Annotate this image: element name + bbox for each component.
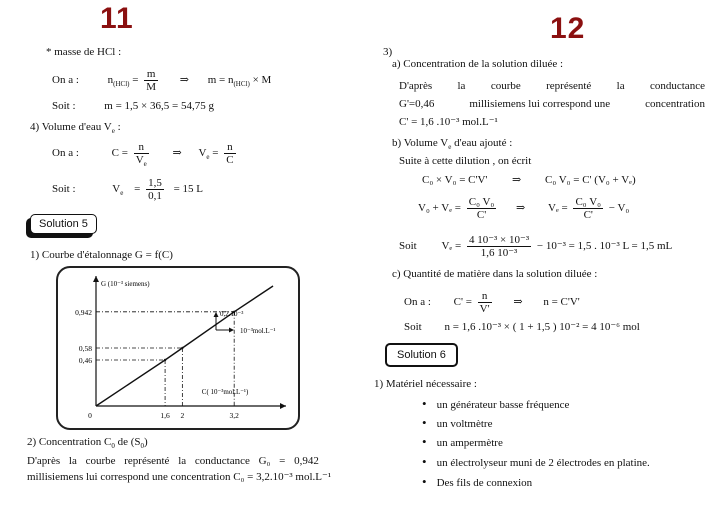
- solution-5-box: Solution 5: [30, 214, 97, 234]
- a-line-2: G'=0,46 millisiemens lui correspond une concentration: [399, 98, 705, 110]
- b-eq1-left: C₀ × V₀ = C'V': [422, 174, 488, 186]
- hcl-line1-rhs-tail: × M: [252, 74, 272, 87]
- c-line-2: Soit n = 1,6 .10⁻³ × ( 1 + 1,5 ) 10⁻² = 4 10⁻⁶ mol: [404, 321, 640, 333]
- hcl-line1-label: On a :: [52, 74, 79, 87]
- materiel-title: 1) Matériel nécessaire :: [374, 378, 477, 390]
- y-tick-label: 0,58: [78, 344, 92, 353]
- vol-fraction-2: $\frac{n}{C}$: [226, 141, 234, 166]
- b-eq1-arrow: ⇒: [512, 174, 522, 186]
- vol-line1-label: On a :: [52, 147, 79, 160]
- hcl-title: * masse de HCl :: [46, 46, 122, 58]
- scale-legend-y-unit: 0,2.10⁻³: [220, 310, 244, 318]
- bullet-icon: •: [422, 474, 427, 489]
- a-line-1: D'après la courbe représenté la conductance: [399, 80, 705, 92]
- volume-result-line: Soit : $V_e$ = $\frac{1,5}{0,1}$ = 15 L: [52, 177, 204, 202]
- solution-6-box: Solution 6: [385, 343, 458, 367]
- hcl-line1-lhs-sub: (HCl): [113, 80, 130, 89]
- b-eq2-fraction: $\frac{\text{C₀ V₀}}{C'}$: [468, 196, 495, 221]
- b-eq1-right: C₀ V₀ = C' (V₀ + Vₑ): [545, 174, 636, 186]
- materiel-item: • un ampermètre: [422, 434, 503, 449]
- data-point: [164, 359, 166, 361]
- page-number-left: 11: [100, 2, 134, 35]
- q3-label: 3): [383, 46, 393, 58]
- x-axis-label: C( 10⁻³mol.L⁻¹): [201, 388, 249, 396]
- y-axis-arrow: [93, 276, 99, 282]
- hcl-arrow: ⇒: [179, 74, 189, 87]
- c-fraction: $\frac{n}{V'}$: [479, 290, 490, 315]
- hcl-fraction: $\frac{m}{M}$: [146, 68, 156, 93]
- y-tick-label: 0,46: [78, 356, 92, 365]
- x-axis-arrow: [280, 403, 286, 409]
- concentration-title: 2) Concentration $C_0$ de $(S_0)$: [27, 436, 148, 451]
- concentration-text-1: D'après la courbe représenté la conductance G₀ = 0,942: [27, 455, 319, 467]
- y-axis-label: G (10⁻³ siemens): [101, 280, 150, 288]
- bullet-icon: •: [422, 396, 427, 411]
- x-tick-label: 1,6: [160, 411, 170, 420]
- materiel-item: • Des fils de connexion: [422, 474, 533, 489]
- b-soit-fraction: $\frac{\text{4 10⁻³ × 10⁻³}}{\text{1,6 10⁻³}}$: [468, 234, 530, 259]
- a-line-3: C' = 1,6 .10⁻³ mol.L⁻¹: [399, 116, 498, 128]
- bullet-icon: •: [422, 434, 427, 449]
- a-title: a) Concentration de la solution diluée :: [392, 58, 564, 70]
- hcl-line2: m = 1,5 × 36,5 = 54,75 g: [104, 100, 214, 112]
- hcl-result-line: [52, 100, 214, 113]
- hcl-equation-line: On a : $n_{(HCl)}$ = $\frac{m}{M}$ ⇒ $m = n_{(HCl)} \times M$: [52, 68, 272, 93]
- b-soit-line: Soit Vₑ = $\frac{\text{4 10⁻³ × 10⁻³}}{\text{1,6 10⁻³}}$ − 10⁻³ = 1,5 . 10⁻³ L = 1,5 mL: [399, 234, 673, 259]
- materiel-item: • un voltmètre: [422, 415, 493, 430]
- b-title: b) Volume $V_e$ d'eau ajouté :: [392, 137, 513, 152]
- scale-legend-arrow-up: [214, 312, 219, 317]
- hcl-line1-rhs: m = n: [207, 74, 234, 87]
- c-line-1: On a : C' = $\frac{n}{V'}$ ⇒ n = C'V': [404, 290, 580, 315]
- scale-legend-arrow-right: [229, 328, 234, 333]
- hcl-line2-label: Soit :: [52, 100, 76, 112]
- courbe-title: 1) Courbe d'étalonnage G = f(C): [30, 249, 173, 261]
- vol-fraction-1: $\frac{n}{V_e}$: [135, 141, 147, 169]
- x-tick-label: 3,2: [229, 411, 239, 420]
- y-tick-label: 0,942: [75, 307, 92, 317]
- calibration-chart: [56, 266, 300, 432]
- bullet-icon: •: [422, 415, 427, 430]
- page-number-right: 12: [550, 12, 586, 45]
- volume-equation-line: On a : C = $\frac{n}{V_e}$ ⇒ $V_e$ = $\frac{n}{C}$: [52, 141, 234, 169]
- b-intro: Suite à cette dilution , on écrit: [399, 155, 532, 167]
- hcl-line1-lhs: n: [107, 74, 114, 87]
- b-eq2-right-fraction: $\frac{\text{C₀ V₀}}{C'}$: [575, 196, 601, 221]
- b-eq2-line: V₀ + Vₑ = $\frac{\text{C₀ V₀}}{C'}$ ⇒ Vₑ = $\frac{\text{C₀ V₀}}{C'}$ − V₀: [418, 196, 630, 221]
- materiel-item: • un générateur basse fréquence: [422, 396, 570, 411]
- concentration-text-2: millisiemens lui correspond une concentration C₀ = 3,2.10⁻³ mol.L⁻¹: [27, 471, 332, 483]
- bullet-icon: •: [422, 454, 427, 469]
- scale-legend-x-unit: 10⁻³mol.L⁻¹: [240, 327, 276, 335]
- vol-line2-label: Soit :: [52, 183, 76, 196]
- vol-fraction-3: $\frac{1,5}{0,1}$: [148, 177, 162, 202]
- x-tick-label: 2: [180, 411, 185, 420]
- materiel-item: • un électrolyseur muni de 2 électrodes en platine.: [422, 454, 650, 469]
- volume-title: 4) Volume d'eau $V_e$ :: [30, 121, 121, 136]
- x-tick-label: 0: [88, 411, 92, 420]
- data-point: [181, 347, 183, 349]
- c-title: c) Quantité de matière dans la solution diluée :: [392, 268, 598, 280]
